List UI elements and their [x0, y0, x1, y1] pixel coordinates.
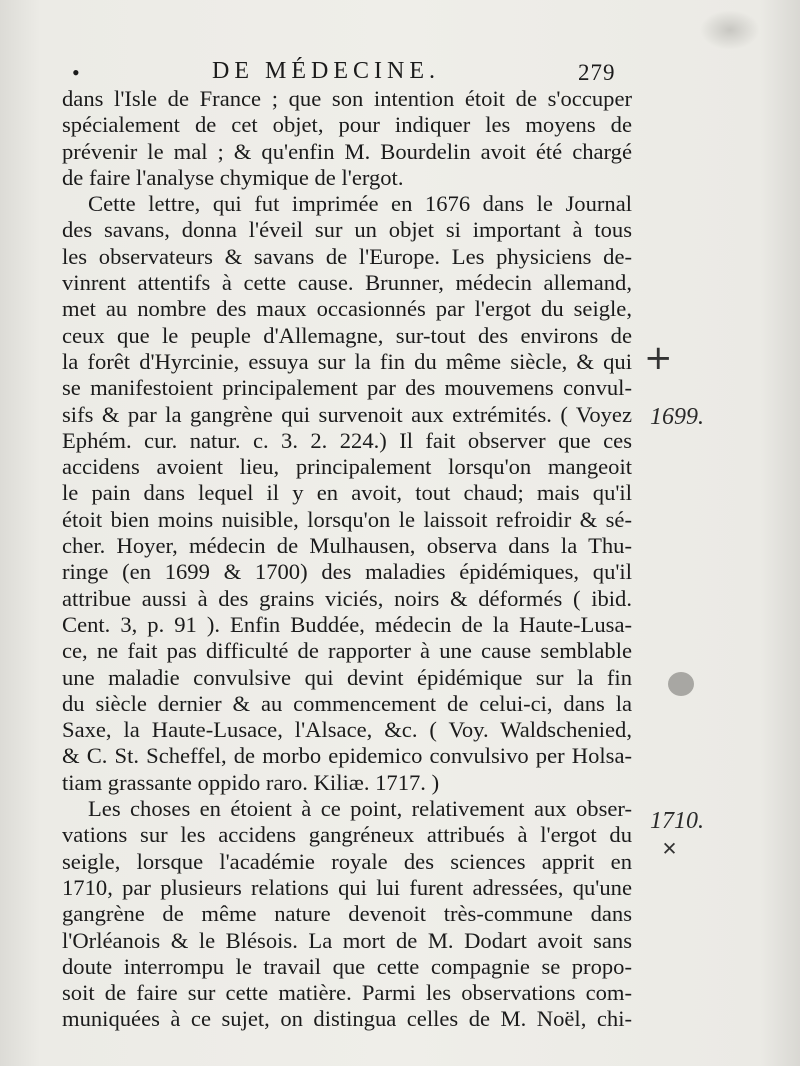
text-line: vations sur les accidens gangréneux attribués à l'ergot du [62, 822, 632, 848]
text-line: ce, ne fait pas difficulté de rapporter à une cause semblable [62, 638, 632, 664]
text-line: Saxe, la Haute-Lusace, l'Alsace, &c. ( Voy. Waldschenied, [62, 717, 632, 743]
text-line: l'Orléanois & le Blésois. La mort de M. Dodart avoit sans [62, 927, 632, 953]
text-line: étoit bien moins nuisible, lorsqu'on le laissoit refroidir & sé- [62, 506, 632, 532]
text-line: met au nombre des maux occasionnés par l'ergot du seigle, [62, 296, 632, 322]
margin-cross-mark: + [644, 338, 673, 378]
page-body-text [62, 86, 632, 1033]
page-number: 279 [578, 60, 616, 85]
text-line: Cent. 3, p. 91 ). Enfin Buddée, médecin de la Haute-Lusa- [62, 611, 632, 637]
text-line: la forêt d'Hyrcinie, essuya sur la fin du même siècle, & qui [62, 348, 632, 374]
text-line: doute interrompu le travail que cette compagnie se propo- [62, 953, 632, 979]
text-line: Ephém. cur. natur. c. 3. 2. 224.) Il fait observer que ces [62, 427, 632, 453]
text-line: Les choses en étoient à ce point, relativement aux obser- [88, 796, 632, 822]
header-bullet: • [72, 60, 82, 85]
text-line: attribue aussi à des grains viciés, noirs & déformés ( ibid. [62, 585, 632, 611]
page-stain [700, 10, 760, 50]
text-line: & C. St. Scheffel, de morbo epidemico convulsivo per Holsa- [62, 743, 632, 769]
text-line: vinrent attentifs à cette cause. Brunner, médecin allemand, [62, 270, 632, 296]
page-header [0, 58, 800, 88]
text-line: 1710, par plusieurs relations qui lui furent adressées, qu'une [62, 874, 632, 900]
text-line: muniquées à ce sujet, on distingua celles de M. Noël, chi- [62, 1006, 632, 1032]
running-title: DE MÉDECINE. [212, 58, 440, 84]
text-line: une maladie convulsive qui devint épidémique sur la fin [62, 664, 632, 690]
text-line: accidens avoient lieu, principalement lorsqu'on mangeoit [62, 454, 632, 480]
ink-blot [668, 672, 694, 696]
text-line: du siècle dernier & au commencement de celui-ci, dans la [62, 690, 632, 716]
text-line: dans l'Isle de France ; que son intention étoit de s'occuper [62, 86, 632, 111]
text-line: Cette lettre, qui fut imprimée en 1676 dans le Journal [88, 191, 632, 217]
text-line: des savans, donna l'éveil sur un objet si important à tous [62, 217, 632, 243]
text-line: le pain dans lequel il y en avoit, tout chaud; mais qu'il [62, 480, 632, 506]
text-line: seigle, lorsque l'académie royale des sciences apprit en [62, 848, 632, 874]
text-line: ceux que le peuple d'Allemagne, sur-tout des environs de [62, 322, 632, 348]
margin-cross-mark: + [653, 833, 685, 864]
text-line: sifs & par la gangrène qui survenoit aux extrémités. ( Voyez [62, 401, 632, 427]
margin-year-note: 1710. [650, 808, 704, 834]
text-line: se manifestoient principalement par des mouvemens convul- [62, 375, 632, 401]
margin-year-note: 1699. [650, 404, 704, 430]
text-line: cher. Hoyer, médecin de Mulhausen, observa dans la Thu- [62, 533, 632, 559]
text-line: ringe (en 1699 & 1700) des maladies épidémiques, qu'il [62, 559, 632, 585]
text-line: soit de faire sur cette matière. Parmi les observations com- [62, 980, 632, 1006]
text-line: gangrène de même nature devenoit très-commune dans [62, 901, 632, 927]
text-line: tiam grassante oppido raro. Kiliæ. 1717. ) [62, 769, 440, 795]
text-line: les observateurs & savans de l'Europe. Les physiciens de- [62, 243, 632, 269]
text-line: prévenir le mal ; & qu'enfin M. Bourdelin avoit été chargé [62, 138, 632, 164]
text-line: de faire l'analyse chymique de l'ergot. [62, 164, 404, 190]
text-line: spécialement de cet objet, pour indiquer les moyens de [62, 112, 632, 138]
